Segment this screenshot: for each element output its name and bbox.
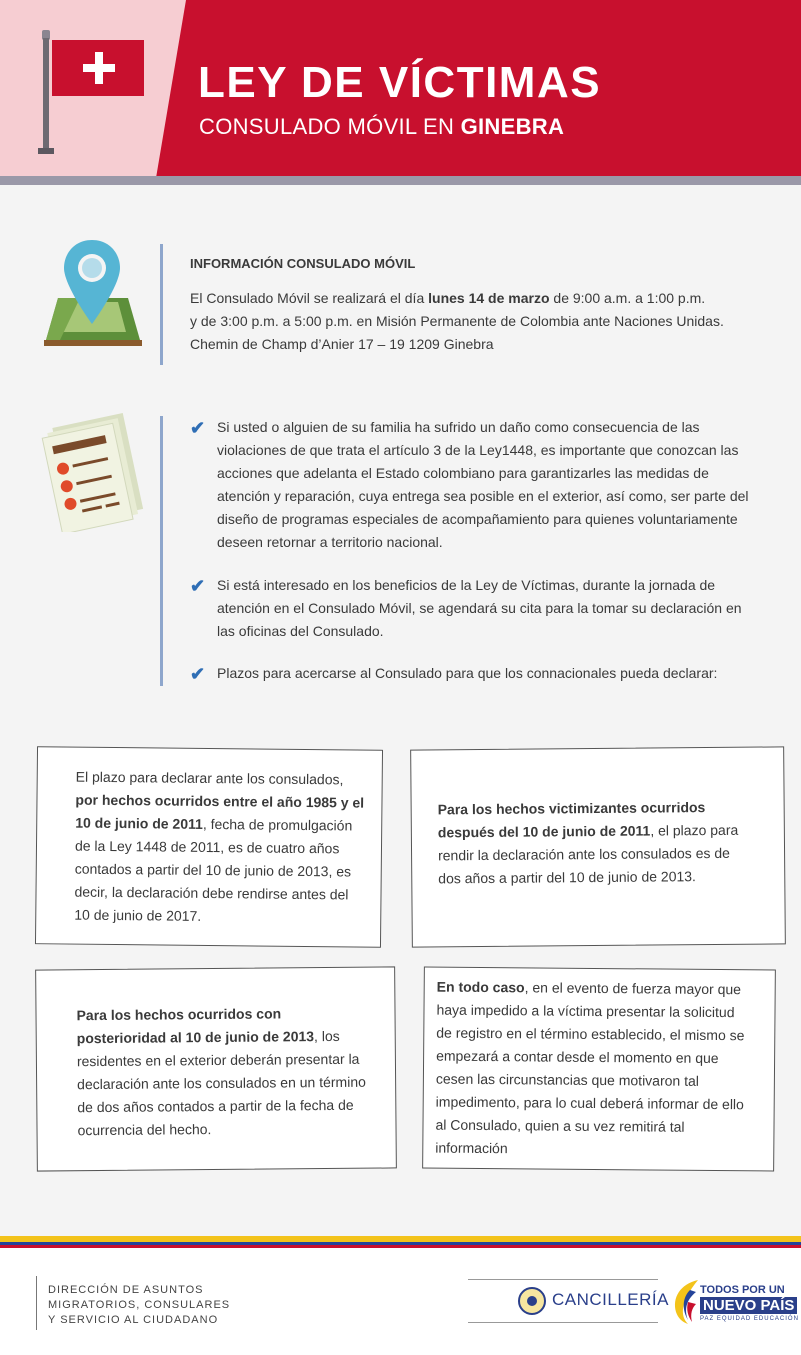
box-1-part-b: por hechos ocurridos entre el año 1985 y el 10 de junio de 2011	[75, 791, 365, 832]
box-1-part-a: El plazo para declarar ante los consulados,	[75, 768, 344, 788]
flagpole-base	[38, 148, 54, 154]
info-line-1	[190, 287, 780, 310]
checklist-document-icon	[40, 408, 150, 532]
colombia-seal-icon	[518, 1287, 546, 1315]
info-box-3-text	[76, 1002, 367, 1143]
info-line-1-a: El Consulado Móvil se realizará el día	[190, 290, 429, 306]
box-4-part-b: , en el evento de fuerza mayor que haya impedido a la víctima presentar la solicitud de registro en el término establecido, el mismo se empezará a contar desde el momento en que cesen las circunstancias que motivaron tal impedimento, para lo cual deberá informar de ello al Consulado, quien a su vez remitirá tal información	[435, 979, 745, 1157]
bullets-divider	[160, 416, 163, 686]
info-box-2	[410, 746, 786, 947]
info-body	[190, 287, 780, 356]
cancilleria-rule-top	[468, 1279, 658, 1280]
info-address: Chemin de Champ d’Anier 17 – 19 1209 Ginebra	[190, 336, 494, 352]
box-2-part-b: , el plazo para rendir la declaración ante los consulados es de dos años a partir del 10 de junio de 2013.	[437, 821, 739, 887]
info-date: lunes 14 de marzo	[428, 290, 550, 306]
map-pin-icon	[40, 236, 144, 348]
bullet-item: Plazos para acercarse al Consulado para que los connacionales pueda declarar:	[217, 665, 718, 681]
info-box-1-text	[74, 766, 366, 930]
footer-department: DIRECCIÓN DE ASUNTOS MIGRATORIOS, CONSULARES Y SERVICIO AL CIUDADANO	[48, 1284, 231, 1326]
subtitle-city: GINEBRA	[460, 114, 565, 139]
flagpole	[43, 38, 49, 150]
cancilleria-logo-text: CANCILLERÍA	[552, 1290, 669, 1309]
info-box-2-text	[438, 796, 755, 891]
info-divider	[160, 244, 163, 365]
seal-center	[527, 1296, 537, 1306]
subtitle-prefix: CONSULADO MÓVIL EN	[199, 114, 461, 139]
tpun-line-3: PAZ EQUIDAD EDUCACIÓN	[700, 1316, 799, 1322]
box-1-part-c: , fecha de promulgación de la Ley 1448 de 2011, es de cuatro años contados a partir del 10 de junio de 2013, es decir, la declaración debe rendirse antes del 10 de junio de 2017.	[74, 815, 353, 924]
info-box-4	[422, 966, 776, 1171]
tpun-line-2: NUEVO PAÍS	[700, 1297, 797, 1314]
box-2-part-a: Para los hechos victimizantes ocurridos después del 10 de junio de 2011	[437, 799, 706, 841]
bullet-item: Si usted o alguien de su familia ha sufrido un daño como consecuencia de las violaciones de que trata el artículo 3 de la Ley1448, es importante que conozcan las acciones que adelanta el Estado colombiano para garantizarles las medidas de atención y reparación, cuya entrega sea posible en el exterior, así como, ser parte del diseño de programas especiales de acompañamiento para quienes voluntariamente deseen retornar a territorio nacional.	[217, 419, 749, 550]
tpun-line-1: TODOS POR UN	[700, 1284, 785, 1296]
info-heading: INFORMACIÓN CONSULADO MÓVIL	[190, 256, 416, 271]
box-4-part-a: En todo caso	[436, 978, 525, 996]
header-stripe	[0, 176, 801, 185]
page-subtitle	[199, 114, 564, 140]
info-box-3	[35, 966, 397, 1171]
cancilleria-rule-bottom	[468, 1322, 658, 1323]
check-icon: ✔	[190, 576, 206, 596]
box-3-part-b: , los residentes en el exterior deberán presentar la declaración ante los consulados en un término de dos años contados a partir de la fecha de ocurrencia del hecho.	[76, 1027, 366, 1139]
info-line-1-c: de 9:00 a.m. a 1:00 p.m.	[549, 290, 706, 306]
info-box-4-text	[435, 976, 753, 1163]
tpun-logo-icon	[668, 1276, 702, 1326]
bullet-item: Si está interesado en los beneficios de la Ley de Víctimas, durante la jornada de atención en el Consulado Móvil, se agendará su cita para la tomar su declaración en las oficinas del Consulado.	[217, 577, 742, 639]
info-box-1	[35, 746, 383, 948]
page-title: LEY DE VÍCTIMAS	[198, 58, 602, 107]
check-icon: ✔	[190, 664, 206, 684]
footer-divider	[36, 1276, 37, 1330]
box-3-part-a: Para los hechos ocurridos con posterioridad al 10 de junio de 2013	[76, 1005, 315, 1047]
check-icon: ✔	[190, 418, 206, 438]
header-banner	[0, 0, 801, 178]
info-line-2: y de 3:00 p.m. a 5:00 p.m. en Misión Permanente de Colombia ante Naciones Unidas.	[190, 313, 724, 329]
flag-cross-vertical	[95, 52, 103, 84]
